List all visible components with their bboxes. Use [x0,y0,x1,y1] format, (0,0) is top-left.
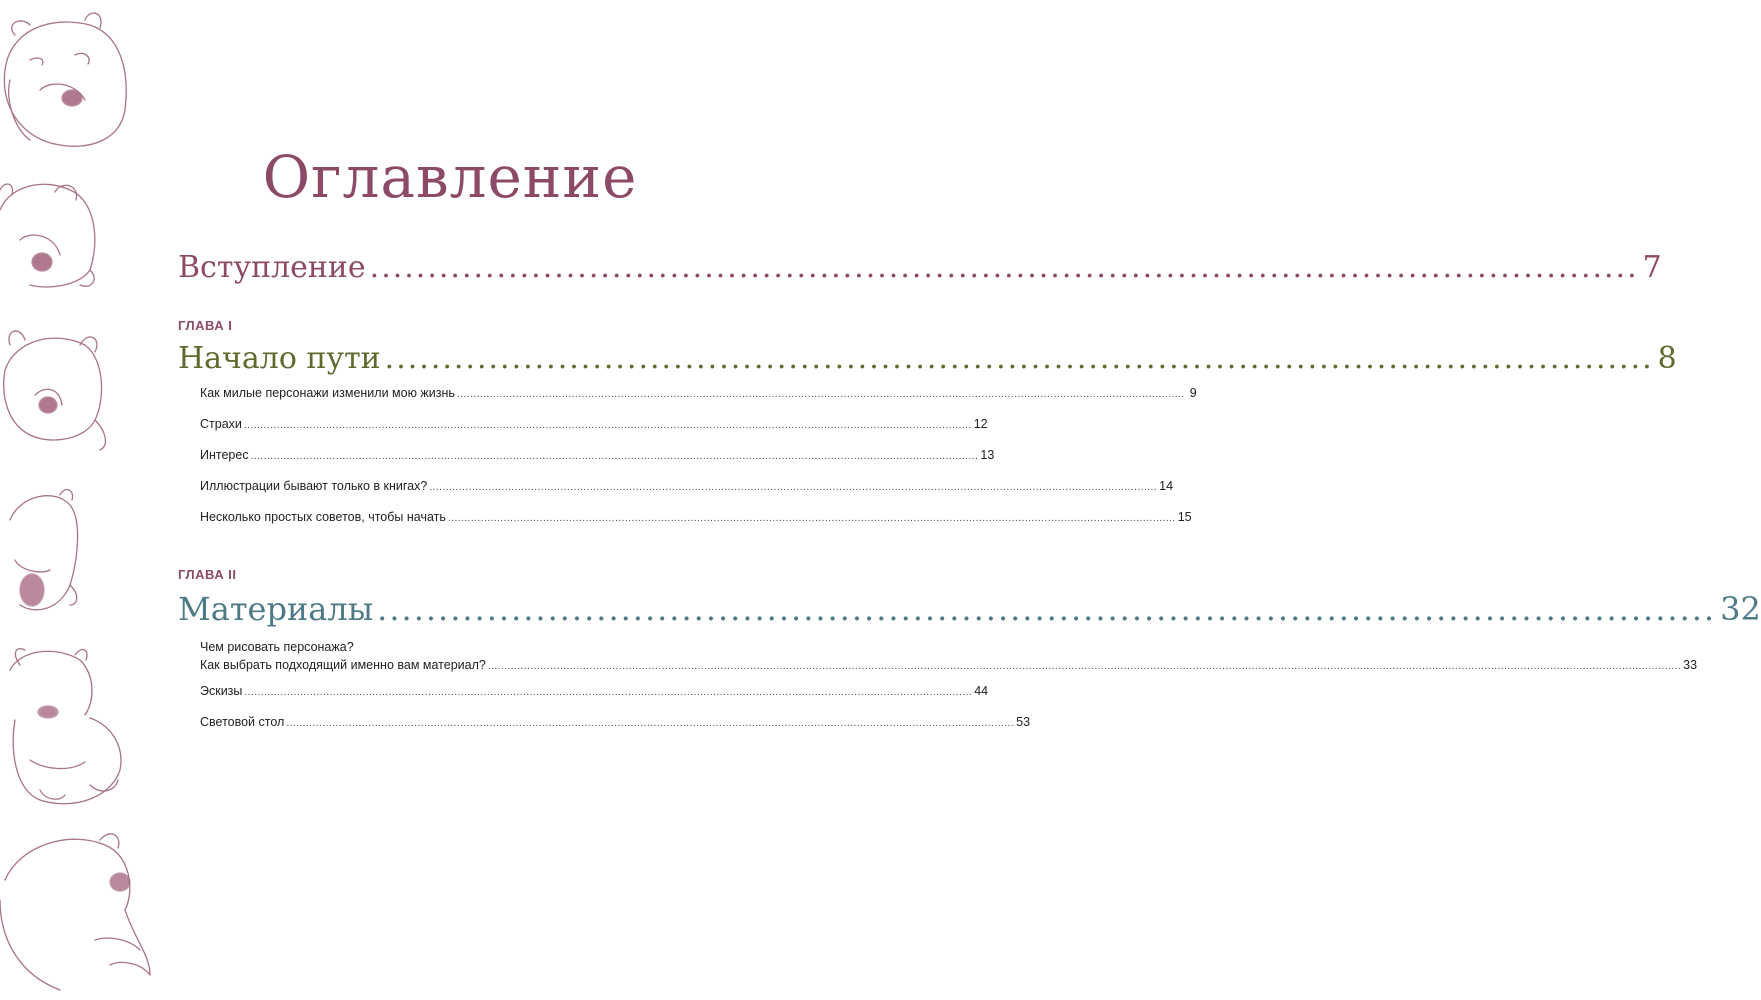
bear-sketch-5 [10,649,121,804]
toc-item-title: Иллюстрации бывают только в книгах? [200,479,428,493]
bear-nose-4 [20,574,44,606]
leader-dots [457,386,1185,404]
intro-page: 7 [1642,250,1662,285]
chapter-page: 32 [1720,590,1761,628]
chapter-1-items [200,384,1197,539]
bear-sketch-3 [4,331,106,450]
leader-dots [377,590,1716,628]
toc-item-page: 9 [1189,386,1197,400]
toc-item-title: Страхи [200,417,242,431]
toc-item-title-line1: Чем рисовать персонажа? [200,640,354,654]
chapter-1-heading[interactable] [178,341,1677,376]
chapter-title: Материалы [178,590,374,628]
toc-item-page: 15 [1177,510,1192,524]
leader-dots [244,684,972,702]
toc-item[interactable] [200,415,988,446]
leader-dots: .............................................................................................................................................. ..... [488,658,1681,676]
toc-item[interactable] [200,384,1197,415]
chapter-2-heading[interactable] [178,590,1761,628]
bear-nose-2 [32,253,52,271]
leader-dots [244,417,972,435]
bear-nose-3 [39,397,57,413]
bear-nose-6 [110,873,130,891]
toc-chapter-2 [178,567,1761,744]
toc-item[interactable] [200,713,1031,744]
toc-item[interactable] [200,446,995,477]
chapter-2-items [200,638,1698,744]
toc-item-page: 14 [1159,479,1174,493]
toc-item-page: 33 [1683,658,1698,672]
toc-item[interactable] [200,682,989,713]
toc-item-title: Эскизы [200,684,243,698]
chapter-title: Начало пути [178,341,381,376]
toc-item[interactable] [200,477,1174,508]
toc-chapter-1 [178,318,1677,539]
toc-item-title: Световой стол [200,715,285,729]
chapter-page: 8 [1657,341,1677,376]
bear-sketch-1 [4,13,126,146]
bear-nose-5 [38,706,58,718]
intro-title: Вступление [178,250,366,285]
page-title: Оглавление [262,142,638,211]
toc-intro-entry[interactable] [178,250,1662,285]
toc-item-title: Несколько простых советов, чтобы начать [200,510,446,524]
toc-item-page: 44 [974,684,989,698]
toc-item-title: Как милые персонажи изменили мою жизнь [200,386,455,400]
toc-item-page: 53 [1016,715,1031,729]
leader-dots [448,510,1176,528]
leader-dots [429,479,1157,497]
bear-nose-1 [62,90,82,106]
toc-item-page: 12 [973,417,988,431]
chapter-label: ГЛАВА I [178,318,233,333]
toc-item[interactable] [200,508,1192,539]
leader-dots [385,341,1654,376]
toc-item-title: Как выбрать подходящий именно вам материал? [200,658,486,672]
bear-sketch-6 [0,834,150,990]
leader-dots [370,250,1639,285]
leader-dots [251,448,979,466]
toc-item[interactable] [200,638,1698,682]
bear-sketch-2 [0,184,95,287]
leader-dots [286,715,1014,733]
chapter-label: ГЛАВА II [178,567,237,582]
toc-item-page: 13 [980,448,995,462]
toc-item-title: Интерес [200,448,249,462]
